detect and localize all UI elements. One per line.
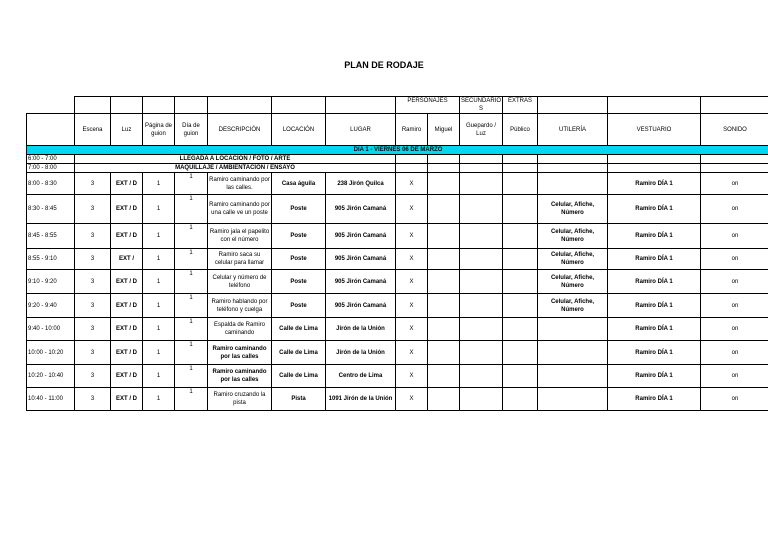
secondary-guepardo [460, 249, 503, 270]
secondary-guepardo [460, 341, 503, 365]
extras-publico [503, 249, 538, 270]
day-banner-row [27, 146, 768, 155]
extras-publico [503, 224, 538, 249]
scene-description: Ramiro caminando por las calles [208, 341, 272, 365]
scene-props [538, 365, 608, 388]
scene-sound: on [701, 388, 768, 411]
scene-wardrobe: Ramiro DÍA 1 [608, 270, 701, 294]
cast-miguel [428, 294, 460, 318]
cast-miguel [428, 318, 460, 341]
header-guepardo: Guepardo / Luz [460, 114, 503, 146]
header-locacion: LOCACIÓN [272, 114, 326, 146]
scene-number: 3 [75, 341, 111, 365]
scene-location: Calle de Lima [272, 365, 326, 388]
scene-props: Celular, Afiche, Número [538, 224, 608, 249]
scene-page: 1 [143, 249, 175, 270]
cast-ramiro: X [396, 224, 428, 249]
scene-number: 3 [75, 365, 111, 388]
header-utileria: UTILERÍA [538, 114, 608, 146]
header-escena: Escena [75, 114, 111, 146]
cast-miguel [428, 224, 460, 249]
scene-sound: on [701, 341, 768, 365]
scene-time: 8:00 - 8:30 [27, 173, 75, 195]
day-banner: DIA 1 - VIERNES 06 DE MARZO [27, 146, 768, 155]
scene-number: 3 [75, 173, 111, 195]
extras-publico [503, 173, 538, 195]
scene-description: Ramiro saca su celular para llamar [208, 249, 272, 270]
scene-light: EXT / D [111, 270, 143, 294]
cast-ramiro: X [396, 195, 428, 224]
scene-day: 1 [175, 341, 208, 365]
scene-location: Calle de Lima [272, 318, 326, 341]
scene-day: 1 [175, 249, 208, 270]
header-vestuario: VESTUARIO [608, 114, 701, 146]
scene-day: 1 [175, 294, 208, 318]
secondary-guepardo [460, 270, 503, 294]
scene-location: Poste [272, 195, 326, 224]
scene-place: 238 Jirón Quilca [326, 173, 396, 195]
scene-row [27, 341, 768, 365]
scene-wardrobe: Ramiro DÍA 1 [608, 318, 701, 341]
cast-ramiro: X [396, 270, 428, 294]
scene-sound: on [701, 270, 768, 294]
scene-page: 1 [143, 173, 175, 195]
scene-light: EXT / D [111, 294, 143, 318]
scene-location: Poste [272, 249, 326, 270]
scene-light: EXT / D [111, 195, 143, 224]
scene-description: Ramiro cruzando la pista [208, 388, 272, 411]
scene-light: EXT / D [111, 365, 143, 388]
scene-location: Poste [272, 294, 326, 318]
header-miguel: Miguel [428, 114, 460, 146]
column-header-row [27, 114, 768, 146]
cast-ramiro: X [396, 249, 428, 270]
extras-publico [503, 294, 538, 318]
cast-ramiro: X [396, 388, 428, 411]
header-luz: Luz [111, 114, 143, 146]
scene-place: 905 Jirón Camaná [326, 270, 396, 294]
scene-time: 10:20 - 10:40 [27, 365, 75, 388]
scene-light: EXT / D [111, 224, 143, 249]
scene-time: 9:40 - 10:00 [27, 318, 75, 341]
scene-place: 1091 Jirón de la Unión [326, 388, 396, 411]
extras-publico [503, 388, 538, 411]
scene-number: 3 [75, 318, 111, 341]
group-header-row [27, 97, 768, 114]
secondary-guepardo [460, 365, 503, 388]
shooting-schedule-table [26, 96, 768, 411]
scene-page: 1 [143, 388, 175, 411]
scene-props [538, 341, 608, 365]
header-publico: Público [503, 114, 538, 146]
header-time [27, 114, 75, 146]
scene-description: Ramiro caminando por las calles [208, 365, 272, 388]
secondary-guepardo [460, 388, 503, 411]
scene-wardrobe: Ramiro DÍA 1 [608, 195, 701, 224]
scene-time: 9:10 - 9:20 [27, 270, 75, 294]
header-sonido: SONIDO [701, 114, 768, 146]
cast-ramiro: X [396, 365, 428, 388]
scene-page: 1 [143, 270, 175, 294]
secondary-guepardo [460, 294, 503, 318]
pre-row [27, 164, 768, 173]
scene-props: Celular, Afiche, Número [538, 270, 608, 294]
extras-publico [503, 365, 538, 388]
scene-row [27, 173, 768, 195]
scene-place: Jirón de la Unión [326, 318, 396, 341]
secondary-guepardo [460, 318, 503, 341]
scene-number: 3 [75, 195, 111, 224]
scene-description: Ramiro caminando por las calles. [208, 173, 272, 195]
scene-time: 8:45 - 8:55 [27, 224, 75, 249]
scene-props: Celular, Afiche, Número [538, 294, 608, 318]
scene-page: 1 [143, 365, 175, 388]
cast-ramiro: X [396, 318, 428, 341]
scene-description: Ramiro jala el papelito con el número [208, 224, 272, 249]
cast-miguel [428, 341, 460, 365]
scene-location: Calle de Lima [272, 341, 326, 365]
scene-light: EXT / D [111, 173, 143, 195]
scene-description: Ramiro hablando por teléfono y cuelga [208, 294, 272, 318]
pre-row-label: MAQUILLAJE / AMBIENTACIÓN / ENSAYO [75, 164, 396, 173]
scene-sound: on [701, 249, 768, 270]
scene-light: EXT / D [111, 318, 143, 341]
scene-time: 10:40 - 11:00 [27, 388, 75, 411]
scene-light: EXT / [111, 249, 143, 270]
scene-row [27, 249, 768, 270]
cast-miguel [428, 388, 460, 411]
scene-sound: on [701, 195, 768, 224]
scene-day: 1 [175, 388, 208, 411]
scene-wardrobe: Ramiro DÍA 1 [608, 365, 701, 388]
scene-description: Celular y número de teléfono [208, 270, 272, 294]
scene-props [538, 173, 608, 195]
scene-day: 1 [175, 173, 208, 195]
header-ramiro: Ramiro [396, 114, 428, 146]
scene-row [27, 365, 768, 388]
scene-sound: on [701, 365, 768, 388]
scene-props [538, 318, 608, 341]
scene-number: 3 [75, 270, 111, 294]
cast-miguel [428, 365, 460, 388]
scene-wardrobe: Ramiro DÍA 1 [608, 341, 701, 365]
secondary-guepardo [460, 224, 503, 249]
scene-sound: on [701, 318, 768, 341]
scene-place: Jirón de la Unión [326, 341, 396, 365]
scene-row [27, 270, 768, 294]
scene-sound: on [701, 294, 768, 318]
group-personajes: PERSONAJES [396, 97, 460, 114]
scene-sound: on [701, 224, 768, 249]
scene-sound: on [701, 173, 768, 195]
scene-wardrobe: Ramiro DÍA 1 [608, 173, 701, 195]
scene-day: 1 [175, 270, 208, 294]
scene-place: Centro de Lima [326, 365, 396, 388]
scene-row [27, 294, 768, 318]
page-title: PLAN DE RODAJE [344, 60, 424, 70]
scene-wardrobe: Ramiro DÍA 1 [608, 249, 701, 270]
scene-light: EXT / D [111, 388, 143, 411]
pre-row-label: LLEGADA A LOCACION / FOTO / ARTE [75, 155, 396, 164]
scene-number: 3 [75, 294, 111, 318]
cast-ramiro: X [396, 341, 428, 365]
scene-page: 1 [143, 224, 175, 249]
scene-page: 1 [143, 294, 175, 318]
scene-number: 3 [75, 224, 111, 249]
header-dia: Día de guion [175, 114, 208, 146]
scene-page: 1 [143, 195, 175, 224]
scene-place: 905 Jirón Camaná [326, 224, 396, 249]
extras-publico [503, 318, 538, 341]
pre-row [27, 155, 768, 164]
scene-light: EXT / D [111, 341, 143, 365]
header-descripcion: DESCRIPCIÓN [208, 114, 272, 146]
cast-miguel [428, 195, 460, 224]
cast-ramiro: X [396, 173, 428, 195]
scene-place: 905 Jirón Camaná [326, 195, 396, 224]
scene-wardrobe: Ramiro DÍA 1 [608, 224, 701, 249]
scene-page: 1 [143, 318, 175, 341]
scene-page: 1 [143, 341, 175, 365]
scene-day: 1 [175, 224, 208, 249]
scene-description: Ramiro caminando por una calle ve un poste [208, 195, 272, 224]
scene-time: 8:30 - 8:45 [27, 195, 75, 224]
scene-place: 905 Jirón Camaná [326, 294, 396, 318]
scene-wardrobe: Ramiro DÍA 1 [608, 294, 701, 318]
pre-row-time: 7:00 - 8:00 [27, 164, 75, 173]
scene-time: 8:55 - 9:10 [27, 249, 75, 270]
header-lugar: LUGAR [326, 114, 396, 146]
scene-row [27, 224, 768, 249]
scene-row [27, 318, 768, 341]
scene-location: Poste [272, 270, 326, 294]
pre-row-time: 6:00 - 7:00 [27, 155, 75, 164]
scene-wardrobe: Ramiro DÍA 1 [608, 388, 701, 411]
scene-location: Casa águila [272, 173, 326, 195]
extras-publico [503, 270, 538, 294]
cast-miguel [428, 270, 460, 294]
scene-day: 1 [175, 195, 208, 224]
group-secundarios: SECUNDARIOS [461, 98, 502, 112]
scene-location: Poste [272, 224, 326, 249]
extras-publico [503, 195, 538, 224]
group-extras: EXTRAS [503, 97, 538, 114]
scene-props: Celular, Afiche, Número [538, 249, 608, 270]
scene-props: Celular, Afiche, Número [538, 195, 608, 224]
scene-number: 3 [75, 249, 111, 270]
secondary-guepardo [460, 173, 503, 195]
scene-row [27, 388, 768, 411]
cast-miguel [428, 249, 460, 270]
scene-time: 9:20 - 9:40 [27, 294, 75, 318]
cast-miguel [428, 173, 460, 195]
scene-description: Espalda de Ramiro caminando [208, 318, 272, 341]
scene-row [27, 195, 768, 224]
scene-time: 10:00 - 10:20 [27, 341, 75, 365]
scene-location: Pista [272, 388, 326, 411]
header-pagina: Página de guion [143, 114, 175, 146]
secondary-guepardo [460, 195, 503, 224]
scene-day: 1 [175, 318, 208, 341]
scene-props [538, 388, 608, 411]
scene-day: 1 [175, 365, 208, 388]
scene-number: 3 [75, 388, 111, 411]
cast-ramiro: X [396, 294, 428, 318]
scene-place: 905 Jirón Camaná [326, 249, 396, 270]
extras-publico [503, 341, 538, 365]
